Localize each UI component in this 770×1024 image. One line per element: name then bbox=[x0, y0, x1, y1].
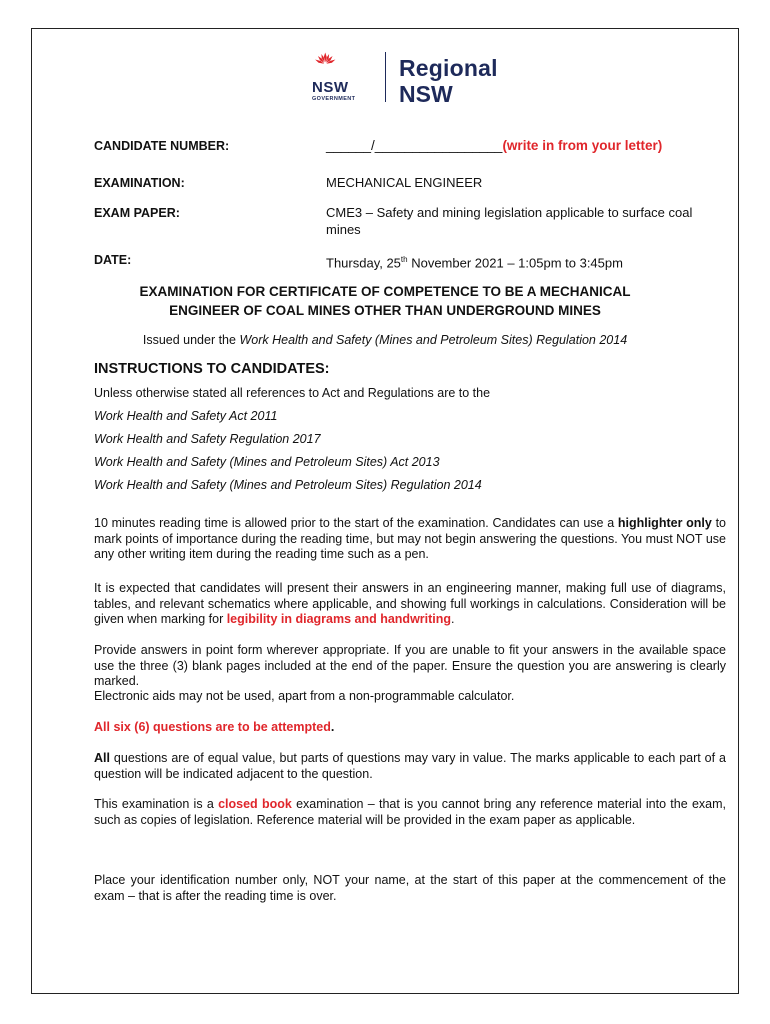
date-suffix-sup: th bbox=[400, 255, 408, 264]
expected-text-a: It is expected that candidates will present their answers in an engineering manner, making full use of diagrams, tables, and relevant schematics where applicable, and showing full workings in calculations. Consideration will be given when marking for bbox=[94, 581, 726, 626]
ref-item: Work Health and Safety (Mines and Petroleum Sites) Act 2013 bbox=[94, 455, 440, 469]
candidate-number-label: CANDIDATE NUMBER: bbox=[94, 139, 230, 153]
exam-paper-value: CME3 – Safety and mining legislation applicable to surface coal mines bbox=[326, 205, 693, 237]
instructions-heading: INSTRUCTIONS TO CANDIDATES: bbox=[94, 361, 330, 377]
closed-book-paragraph bbox=[94, 797, 726, 828]
issued-prefix: Issued under the bbox=[142, 333, 240, 347]
expected-text-c: . bbox=[451, 612, 455, 626]
date-value bbox=[326, 251, 706, 271]
highlighter-only-text: highlighter only bbox=[617, 516, 712, 530]
refs-intro: Unless otherwise stated all references to Act and Regulations are to the bbox=[94, 386, 491, 400]
logo-government-text: GOVERNMENT bbox=[312, 96, 356, 102]
closed-text-a: This examination is a bbox=[94, 797, 219, 811]
page-border bbox=[31, 28, 739, 994]
equal-value-paragraph bbox=[94, 751, 726, 782]
reading-time-paragraph bbox=[94, 516, 726, 563]
legibility-text: legibility in diagrams and handwriting bbox=[226, 612, 452, 626]
exam-title-line2: ENGINEER OF COAL MINES OTHER THAN UNDERGROUND MINES bbox=[169, 303, 601, 318]
issued-under bbox=[60, 333, 710, 347]
reading-text-c: to mark points of importance during the reading time, but may not begin answering the questions. You must NOT use any other writing item during the reading time such as a pen. bbox=[94, 516, 726, 561]
equal-value-text: questions are of equal value, but parts of questions may vary in value. The marks applicable to each part of a question will be indicated adjacent to the question. bbox=[94, 751, 726, 781]
logo-nsw-text: NSW bbox=[312, 79, 349, 96]
logo-regional-text: Regional bbox=[399, 55, 498, 81]
closed-book-text: closed book bbox=[218, 797, 292, 811]
exam-paper-label: EXAM PAPER: bbox=[94, 206, 180, 220]
exam-title bbox=[60, 282, 710, 320]
all-bold-text: All bbox=[94, 751, 110, 765]
all-six-text: All six (6) questions are to be attempted bbox=[94, 720, 331, 734]
electronic-aids-paragraph: Electronic aids may not be used, apart from a non-programmable calculator. bbox=[94, 689, 515, 703]
candidate-number-field[interactable] bbox=[326, 137, 706, 154]
expected-paragraph bbox=[94, 581, 726, 628]
candidate-number-blank: ______/_________________ bbox=[326, 138, 503, 153]
all-six-period: . bbox=[330, 720, 335, 734]
date-day: Thursday, 25 bbox=[326, 255, 401, 271]
point-form-paragraph: Provide answers in point form wherever appropriate. If you are unable to fit your answers in the available space use the three (3) blank pages included at the end of the paper. Ensure the question you are answering is clearly marked. bbox=[94, 643, 726, 688]
logo-nsw-wordmark: NSW bbox=[399, 81, 453, 107]
date-time: November 2021 – 1:05pm to 3:45pm bbox=[407, 255, 623, 271]
closed-text-c: examination – that is you cannot bring any reference material into the exam, such as copies of legislation. Reference material will be provided in the exam paper as applicable. bbox=[94, 797, 726, 827]
examination-value: MECHANICAL ENGINEER bbox=[326, 175, 483, 190]
exam-title-line1: EXAMINATION FOR CERTIFICATE OF COMPETENCE TO BE A MECHANICAL bbox=[139, 284, 631, 299]
nsw-waratah-logo-icon bbox=[313, 44, 383, 80]
ref-item: Work Health and Safety (Mines and Petroleum Sites) Regulation 2014 bbox=[94, 478, 482, 492]
reading-text-a: 10 minutes reading time is allowed prior to the start of the examination. Candidates can use a bbox=[94, 516, 618, 530]
ref-item: Work Health and Safety Act 2011 bbox=[94, 409, 278, 423]
all-six-paragraph bbox=[94, 720, 726, 736]
logo-divider bbox=[385, 52, 386, 102]
candidate-number-note: (write in from your letter) bbox=[502, 138, 663, 153]
examination-label: EXAMINATION: bbox=[94, 176, 185, 190]
date-label: DATE: bbox=[94, 253, 132, 267]
ref-item: Work Health and Safety Regulation 2017 bbox=[94, 432, 321, 446]
identification-paragraph: Place your identification number only, NOT your name, at the start of this paper at the commencement of the exam – that is after the reading time is over. bbox=[94, 873, 726, 903]
issued-regulation: Work Health and Safety (Mines and Petroleum Sites) Regulation 2014 bbox=[239, 333, 628, 347]
